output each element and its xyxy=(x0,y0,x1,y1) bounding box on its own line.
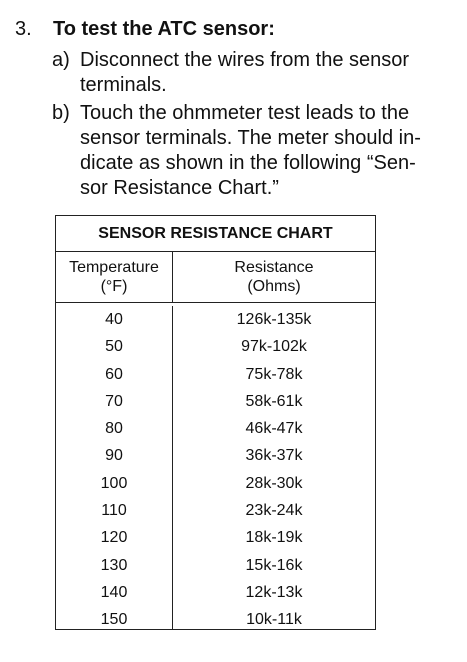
resistance-cell: 28k-30k xyxy=(245,474,303,492)
resistance-cell: 58k-61k xyxy=(245,392,303,410)
header-temperature-label: Temperature xyxy=(69,259,159,276)
temperature-cell: 100 xyxy=(100,474,128,492)
temperature-cell: 80 xyxy=(105,420,123,438)
chart-header-row xyxy=(56,252,375,303)
resistance-cell: 75k-78k xyxy=(245,365,303,383)
header-resistance-unit: (Ohms) xyxy=(247,278,301,295)
substep-a-line: terminals. xyxy=(80,74,167,96)
resistance-cell: 18k-19k xyxy=(245,529,303,547)
substep-b xyxy=(52,101,457,201)
temperature-cell: 140 xyxy=(100,583,128,601)
header-temperature-unit: (°F) xyxy=(100,278,128,295)
temperature-cell: 90 xyxy=(105,447,123,465)
resistance-cell: 36k-37k xyxy=(245,447,303,465)
chart-title: SENSOR RESISTANCE CHART xyxy=(56,216,375,252)
substep-b-line: dicate as shown in the following “Sen- xyxy=(80,152,416,174)
substep-b-line: sor Resistance Chart.” xyxy=(80,177,279,199)
substep-a xyxy=(52,48,457,98)
step-heading xyxy=(15,16,275,42)
sensor-resistance-chart xyxy=(55,215,376,630)
chart-body xyxy=(56,303,375,629)
substep-b-marker: b) xyxy=(52,102,70,124)
header-resistance-label: Resistance xyxy=(234,259,314,276)
substep-b-line: sensor terminals. The meter should in- xyxy=(80,127,421,149)
temperature-cell: 40 xyxy=(105,311,123,328)
substep-a-marker: a) xyxy=(52,49,70,71)
step-title: To test the ATC sensor: xyxy=(53,18,275,40)
resistance-cell: 97k-102k xyxy=(241,338,307,356)
temperature-cell: 130 xyxy=(100,556,128,574)
temperature-cell: 70 xyxy=(105,392,123,410)
resistance-cell: 10k-11k xyxy=(246,611,302,629)
header-resistance xyxy=(173,252,375,302)
resistance-cell: 23k-24k xyxy=(245,502,303,520)
substep-a-line: Disconnect the wires from the sensor xyxy=(80,49,410,71)
temperature-cell: 110 xyxy=(101,502,127,520)
substep-b-line: Touch the ohmmeter test leads to the xyxy=(80,102,410,124)
resistance-cell: 12k-13k xyxy=(245,583,303,601)
temperature-column xyxy=(56,306,173,629)
temperature-cell: 150 xyxy=(100,611,128,629)
resistance-cell: 15k-16k xyxy=(245,556,303,574)
temperature-cell: 50 xyxy=(105,338,123,356)
step-number: 3. xyxy=(15,18,32,40)
header-temperature xyxy=(56,252,173,302)
resistance-cell: 126k-135k xyxy=(236,311,312,328)
temperature-cell: 120 xyxy=(100,529,128,547)
resistance-column xyxy=(173,306,375,629)
resistance-cell: 46k-47k xyxy=(245,420,303,438)
temperature-cell: 60 xyxy=(105,365,123,383)
